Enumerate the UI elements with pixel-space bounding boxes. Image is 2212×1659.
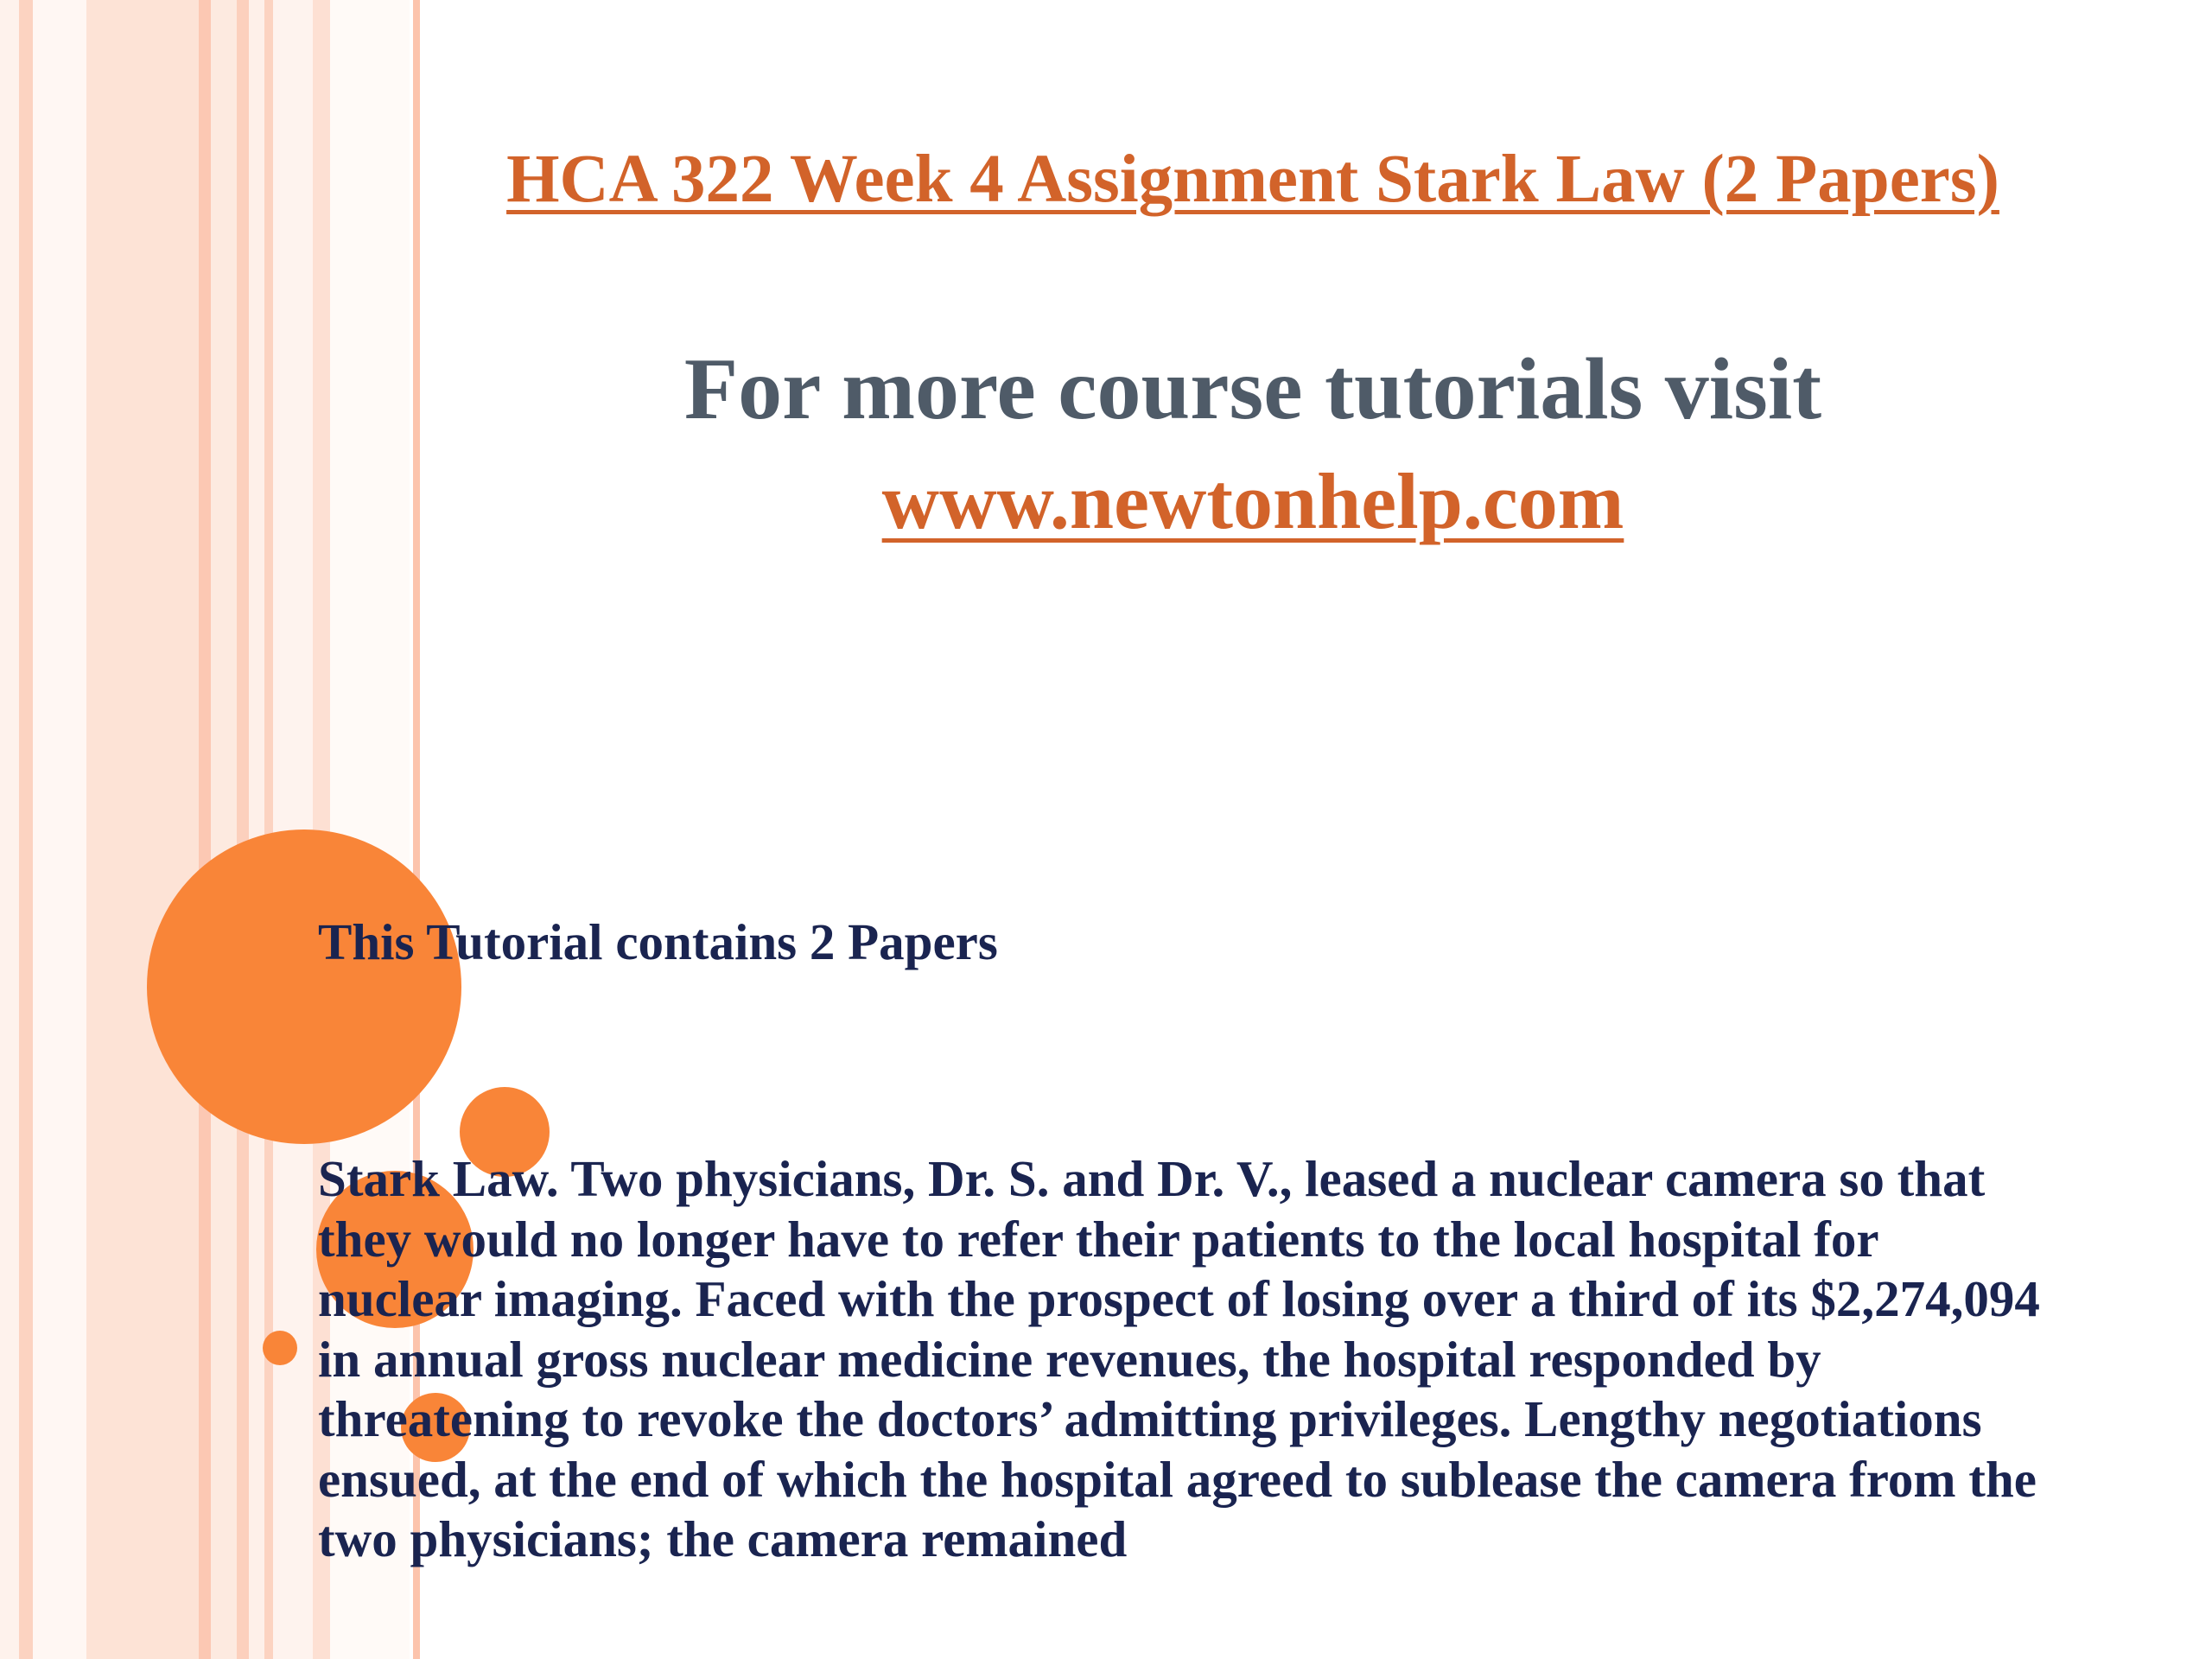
stripe	[211, 0, 237, 1659]
website-link[interactable]: www.newtonhelp.com	[881, 457, 1624, 545]
paragraph-line: two physicians; the camera remained	[318, 1510, 1128, 1567]
description-paragraph	[318, 1149, 2040, 1570]
stripe	[199, 0, 211, 1659]
paragraph-line: threatening to revoke the doctors’ admitting privileges. Lengthy negotiations	[318, 1390, 1982, 1447]
stripe	[19, 0, 33, 1659]
paragraph-line: Stark Law. Two physicians, Dr. S. and Dr. V., leased a nuclear camera so that	[318, 1150, 1986, 1207]
intro-text: This Tutorial contains 2 Papers	[318, 913, 998, 970]
paragraph-line: ensued, at the end of which the hospital agreed to sublease the camera from the	[318, 1450, 2037, 1508]
paragraph-line: they would no longer have to refer their patients to the local hospital for	[318, 1210, 1879, 1268]
paragraph-line: nuclear imaging. Faced with the prospect of losing over a third of its $2,274,094	[318, 1270, 2040, 1327]
stripe	[249, 0, 264, 1659]
stripe	[0, 0, 19, 1659]
stripe	[86, 0, 199, 1659]
large-orange-circle	[147, 830, 461, 1144]
small-orange-circle	[263, 1331, 297, 1365]
paragraph-line: in annual gross nuclear medicine revenues, the hospital responded by	[318, 1330, 1821, 1388]
stripe	[237, 0, 249, 1659]
stripe	[33, 0, 86, 1659]
promo-text: For more course tutorials visit	[683, 340, 1822, 438]
stripe	[264, 0, 273, 1659]
page-title[interactable]: HCA 322 Week 4 Assignment Stark Law (2 Papers)	[506, 142, 1999, 217]
